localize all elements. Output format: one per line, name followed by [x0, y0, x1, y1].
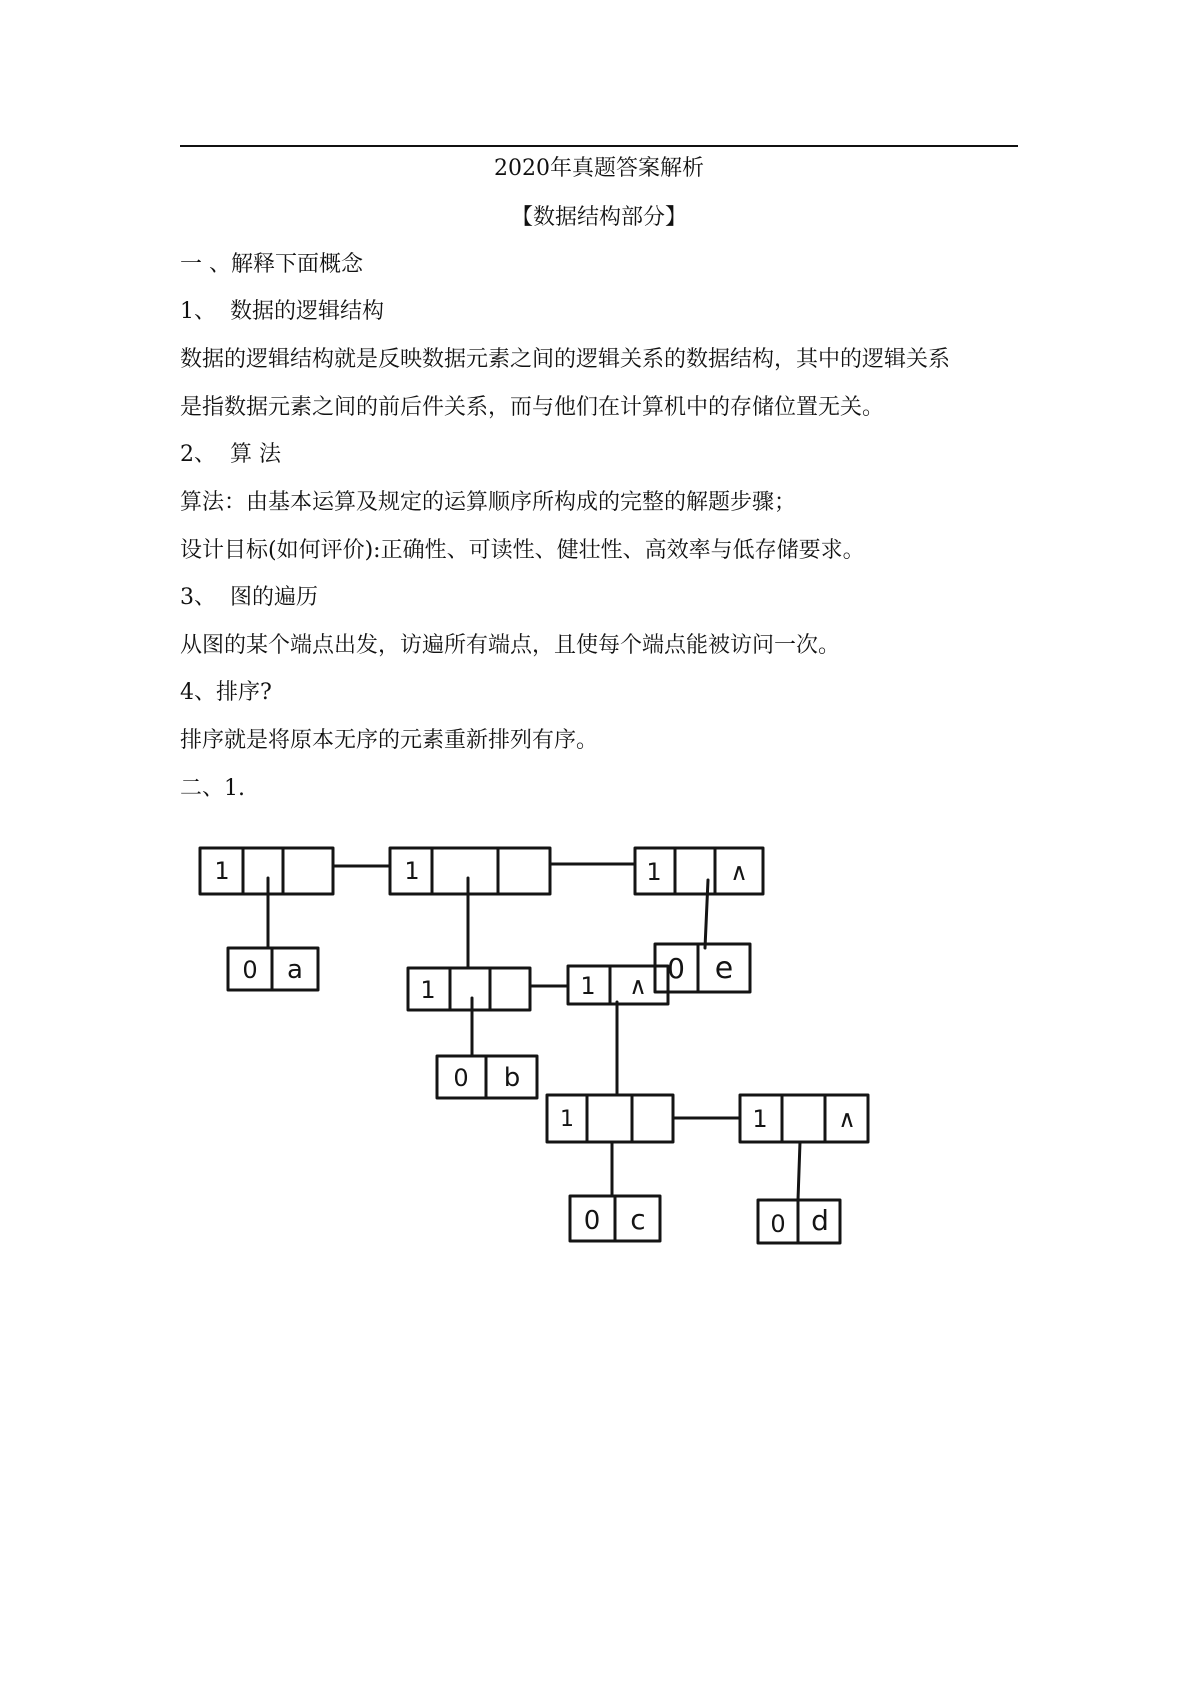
item-3-term: 图的遍历	[230, 585, 319, 610]
field-tag: 1	[752, 1105, 768, 1133]
atom-node-a	[228, 948, 318, 990]
atom-value: a	[287, 955, 303, 985]
field-tag: 1	[404, 857, 420, 885]
field-tag: 1	[580, 972, 596, 1000]
atom-value: b	[503, 1063, 521, 1093]
item-2-heading	[180, 440, 281, 470]
field-tag: 0	[770, 1210, 786, 1238]
item-1-line-1: 数据的逻辑结构就是反映数据元素之间的逻辑关系的数据结构，其中的逻辑关系	[180, 347, 951, 372]
item-4-line-1: 排序就是将原本无序的元素重新排列有序。	[180, 728, 599, 753]
page-title: 2020年真题答案解析	[494, 156, 704, 181]
field-tag: 1	[214, 857, 230, 885]
item-3-line-1: 从图的某个端点出发，访遍所有端点，且使每个端点能被访问一次。	[180, 633, 841, 658]
field-tag: 0	[453, 1064, 469, 1092]
list-node-n4	[408, 968, 530, 1010]
item-3-number: 3、	[180, 585, 216, 610]
diagram-connectors	[268, 864, 800, 1200]
link-n7-d	[798, 1142, 800, 1200]
null-pointer: ∧	[838, 1105, 856, 1133]
field-tag: 1	[560, 1107, 574, 1132]
null-pointer: ∧	[730, 858, 748, 886]
field-tag: 1	[646, 858, 662, 886]
field-tag: 1	[420, 976, 436, 1004]
list-node-n3	[635, 848, 763, 894]
null-pointer: ∧	[629, 972, 647, 1000]
item-4-number: 4、	[180, 680, 216, 705]
atom-node-d	[758, 1200, 840, 1243]
part2-heading: 二、1.	[180, 776, 245, 801]
atom-node-c	[570, 1196, 660, 1241]
item-1-line-2: 是指数据元素之间的前后件关系，而与他们在计算机中的存储位置无关。	[180, 395, 885, 420]
list-node-n5	[568, 966, 668, 1004]
field-tag: 0	[242, 956, 258, 984]
item-2-line-2: 设计目标(如何评价):正确性、可读性、健壮性、高效率与低存储要求。	[180, 538, 865, 563]
field-tag: 0	[667, 952, 685, 985]
list-node-n7	[740, 1095, 868, 1142]
item-4-heading	[180, 678, 272, 708]
atom-value: c	[630, 1203, 646, 1236]
list-node-n6	[547, 1095, 673, 1142]
item-2-line-1: 算法：由基本运算及规定的运算顺序所构成的完整的解题步骤；	[180, 490, 797, 515]
atom-value: e	[714, 951, 734, 986]
item-1-term: 数据的逻辑结构	[230, 299, 385, 324]
header-rule	[180, 145, 1018, 147]
list-node-n2	[390, 848, 550, 894]
section-title: 【数据结构部分】	[510, 205, 687, 230]
atom-node-b	[437, 1056, 537, 1098]
generalized-list-diagram	[180, 808, 880, 1258]
item-4-term: 排序?	[216, 680, 272, 705]
part1-heading: 一 、解释下面概念	[180, 252, 363, 277]
item-2-number: 2、	[180, 442, 216, 467]
field-tag: 0	[583, 1206, 601, 1236]
link-n3-e	[705, 880, 708, 948]
item-3-heading	[180, 583, 318, 613]
atom-value: d	[811, 1204, 829, 1237]
item-2-term: 算 法	[230, 442, 281, 467]
item-1-number: 1、	[180, 299, 216, 324]
atom-node-e	[655, 944, 750, 992]
item-1-heading	[180, 297, 384, 327]
